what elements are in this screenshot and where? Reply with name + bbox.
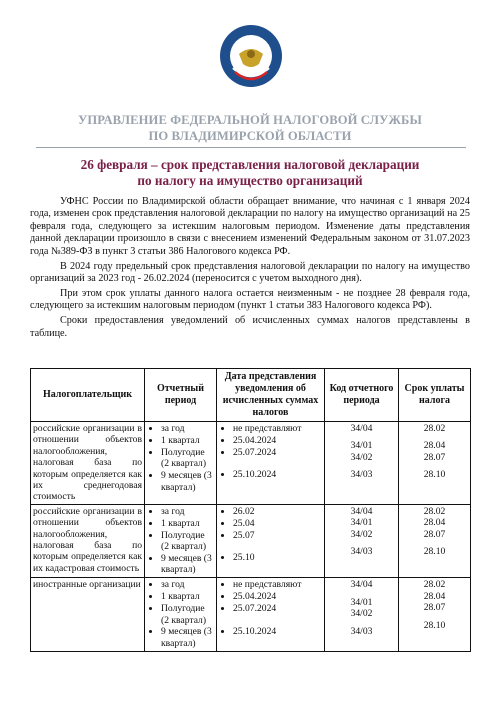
period-item: • 9 месяцев (3 квартал) [161,626,214,649]
table-header-row [31,369,471,422]
period-cell [145,504,217,577]
due-value: 28.02 [423,579,446,591]
header-payer: Налогоплательщик [31,369,145,422]
payer-cell: российские организации в отношении объектов налогообложения, налоговая база по которым определяется как их кадастровая стоимость [31,504,145,577]
code-value: 34/02 [350,528,373,540]
organization-line-2: ПО ВЛАДИМИРСКОЙ ОБЛАСТИ [148,128,352,143]
period-cell [145,422,217,505]
notice-cell [217,422,325,505]
period-item: • 1 квартал [161,435,214,446]
notice-item: • 25.07.2024 [233,447,322,458]
notice-item: • 25.10.2024 [233,469,322,480]
period-item: • Полугодие (2 квартал) [161,447,214,470]
paragraph: Сроки предоставления уведомлений об исчисленных суммах налогов представлены в таблице. [30,315,470,339]
code-value: 34/03 [350,546,373,558]
table-row [31,422,471,505]
header-period: Отчетный период [145,369,217,422]
due-value: 28.04 [423,440,446,452]
header-notice-date: Дата представления уведомления об исчисленных суммах налогов [217,369,325,422]
period-item: • за год [161,579,214,590]
document-title [0,157,500,189]
notice-item: • 25.04.2024 [233,591,322,602]
paragraph: УФНС России по Владимирской области обращает внимание, что начиная с 1 января 2024 года, изменен срок представления налоговой декларации по налогу на имущество организаций на 25 февраля года, следующего за истекшим налоговым периодом. Изменение даты представления данной декларации произошло в связи с внесением изменений Федеральным законом от 31.07.2023 года №389-ФЗ в пункт 3 статьи 386 Налогового кодекса РФ. [30,196,470,257]
notice-item: • не представляют [233,579,322,590]
fns-emblem-logo [219,24,283,88]
organization-name [0,113,500,144]
due-value: 28.10 [423,619,446,631]
header-due-date: Срок уплаты налога [399,369,471,422]
due-cell [399,578,471,651]
period-item: • 9 месяцев (3 квартал) [161,470,214,493]
due-value: 28.02 [423,505,446,517]
document-body [30,196,470,342]
period-cell [145,578,217,651]
header-period-code: Код отчетного периода [325,369,399,422]
notice-item: • 26.02 [233,506,322,517]
due-value: 28.07 [423,528,446,540]
period-item: • Полугодие (2 квартал) [161,530,214,553]
code-value: 34/04 [350,423,373,434]
paragraph: В 2024 году предельный срок представления налоговой декларации по налогу на имущество организаций за 2023 год - 26.02.2024 (переносится с учетом выходного дня). [30,260,470,284]
due-value: 28.04 [423,590,446,602]
code-cell [325,578,399,651]
period-item: • 1 квартал [161,518,214,529]
due-cell [399,422,471,505]
tax-deadlines-table [30,368,471,652]
notice-item: • не представляют [233,423,322,434]
due-value: 28.10 [423,546,446,558]
due-value: 28.02 [423,423,446,434]
due-value: 28.04 [423,517,446,529]
payer-cell: российские организации в отношении объектов налогообложения, налоговая база по которым определяется как их среднегодовая стоимость [31,422,145,505]
period-item: • Полугодие (2 квартал) [161,603,214,626]
code-value: 34/03 [350,469,373,481]
notice-item: • 25.04 [233,518,322,529]
notice-item: • 25.07.2024 [233,603,322,614]
period-item: • 1 квартал [161,591,214,602]
header-divider [36,147,466,148]
due-value: 28.10 [423,469,446,481]
code-value: 34/02 [350,451,373,463]
payer-cell: иностранные организации [31,578,145,651]
code-value: 34/01 [350,596,373,608]
notice-item: • 25.10.2024 [233,626,322,637]
code-value: 34/04 [350,579,373,591]
table-row [31,578,471,651]
notice-item: • 25.07 [233,530,322,541]
code-cell [325,504,399,577]
due-cell [399,504,471,577]
notice-cell [217,504,325,577]
title-line-1: 26 февраля – срок представления налоговой декларации [80,157,420,172]
due-value: 28.07 [423,602,446,614]
code-value: 34/03 [350,625,373,637]
code-value: 34/04 [350,505,373,517]
period-item: • за год [161,506,214,517]
organization-line-1: УПРАВЛЕНИЕ ФЕДЕРАЛЬНОЙ НАЛОГОВОЙ СЛУЖБЫ [78,113,422,127]
paragraph: При этом срок уплаты данного налога остается неизменным - не позднее 28 февраля года, следующего за истекшим налоговым периодом (пункт 1 статьи 383 Налогового кодекса РФ). [30,287,470,312]
period-item: • за год [161,423,214,434]
period-item: • 9 месяцев (3 квартал) [161,553,214,576]
code-cell [325,422,399,505]
title-line-2: по налогу на имущество организаций [137,173,363,188]
code-value: 34/01 [350,440,373,452]
due-value: 28.07 [423,451,446,463]
notice-cell [217,578,325,651]
notice-item: • 25.10 [233,552,322,563]
table-row [31,504,471,577]
code-value: 34/01 [350,517,373,529]
notice-item: • 25.04.2024 [233,435,322,446]
code-value: 34/02 [350,608,373,620]
